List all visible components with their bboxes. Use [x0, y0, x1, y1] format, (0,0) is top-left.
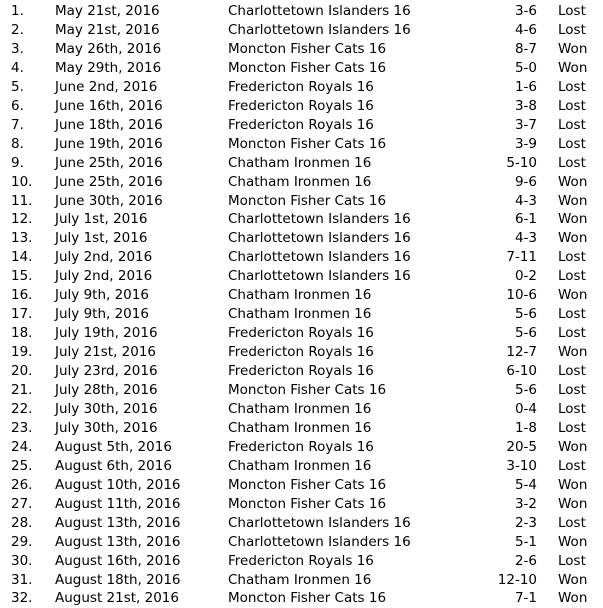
game-date: July 23rd, 2016 [55, 363, 158, 380]
game-number: 13. [11, 230, 33, 247]
game-number: 11. [11, 192, 33, 209]
game-result: Won [558, 211, 588, 228]
game-row [0, 267, 603, 286]
game-row [0, 173, 603, 192]
game-opponent: Charlottetown Islanders 16 [228, 249, 411, 266]
game-number: 9. [11, 154, 24, 171]
game-result: Lost [558, 382, 586, 398]
game-opponent: Fredericton Royals 16 [228, 97, 374, 114]
game-score: 4-3 [514, 192, 537, 209]
game-opponent: Chatham Ironmen 16 [228, 571, 372, 588]
game-date: July 1st, 2016 [55, 211, 148, 228]
game-result: Won [558, 230, 588, 247]
game-date: July 9th, 2016 [55, 287, 149, 304]
game-score: 12-10 [497, 571, 537, 588]
game-number: 14. [11, 249, 33, 266]
game-number: 32. [11, 590, 33, 607]
game-row [0, 248, 603, 267]
game-result: Won [558, 476, 588, 493]
game-opponent: Fredericton Royals 16 [228, 344, 374, 361]
game-date: June 18th, 2016 [55, 116, 163, 133]
game-row [0, 552, 603, 571]
game-date: June 19th, 2016 [55, 135, 163, 152]
game-opponent: Charlottetown Islanders 16 [228, 230, 411, 247]
game-score: 3-2 [514, 495, 537, 512]
game-opponent: Moncton Fisher Cats 16 [228, 135, 387, 152]
game-opponent: Charlottetown Islanders 16 [228, 514, 411, 531]
game-result: Won [558, 533, 588, 550]
game-date: June 30th, 2016 [55, 192, 163, 209]
game-row [0, 135, 603, 154]
game-row [0, 362, 603, 381]
game-date: August 6th, 2016 [55, 457, 172, 474]
game-row [0, 192, 603, 211]
game-date: July 30th, 2016 [55, 419, 158, 436]
game-date: May 26th, 2016 [55, 40, 162, 57]
game-number: 24. [11, 438, 33, 455]
game-opponent: Fredericton Royals 16 [228, 438, 374, 455]
game-score: 1-6 [514, 78, 537, 95]
game-opponent: Chatham Ironmen 16 [228, 457, 372, 474]
game-opponent: Moncton Fisher Cats 16 [228, 495, 387, 512]
game-result: Won [558, 438, 588, 455]
game-score: 5-10 [506, 154, 537, 171]
game-number: 8. [11, 135, 24, 152]
game-row [0, 381, 603, 400]
game-date: August 5th, 2016 [55, 438, 172, 455]
game-date: August 11th, 2016 [55, 495, 181, 512]
game-number: 19. [11, 344, 33, 361]
game-result: Won [558, 287, 588, 304]
game-opponent: Fredericton Royals 16 [228, 363, 374, 380]
game-date: August 21st, 2016 [55, 590, 179, 607]
game-row [0, 78, 603, 97]
game-result: Lost [558, 457, 586, 474]
game-opponent: Fredericton Royals 16 [228, 552, 374, 569]
game-number: 26. [11, 476, 33, 493]
game-opponent: Fredericton Royals 16 [228, 116, 374, 133]
game-date: May 21st, 2016 [55, 3, 160, 19]
game-opponent: Moncton Fisher Cats 16 [228, 476, 387, 493]
game-result: Lost [558, 514, 586, 531]
game-row [0, 40, 603, 59]
game-score: 6-1 [514, 211, 537, 228]
game-result: Won [558, 192, 588, 209]
game-number: 17. [11, 306, 33, 323]
game-number: 4. [11, 59, 24, 76]
game-opponent: Charlottetown Islanders 16 [228, 21, 411, 38]
game-date: August 16th, 2016 [55, 552, 181, 569]
game-number: 27. [11, 495, 33, 512]
game-row [0, 210, 603, 229]
game-number: 25. [11, 457, 33, 474]
game-number: 6. [11, 97, 24, 114]
game-score: 0-4 [514, 400, 537, 417]
game-result: Lost [558, 3, 586, 19]
game-row [0, 2, 603, 21]
game-date: June 2nd, 2016 [55, 78, 158, 95]
game-score: 6-10 [506, 363, 537, 380]
game-result: Lost [558, 306, 586, 323]
game-score: 3-9 [514, 135, 537, 152]
game-date: July 30th, 2016 [55, 400, 158, 417]
game-score: 5-6 [514, 382, 537, 398]
game-row [0, 514, 603, 533]
game-result: Lost [558, 154, 586, 171]
game-number: 16. [11, 287, 33, 304]
game-score: 2-6 [514, 552, 537, 569]
game-score: 1-8 [514, 419, 537, 436]
game-number: 3. [11, 40, 24, 57]
game-row [0, 305, 603, 324]
game-date: July 19th, 2016 [55, 325, 158, 342]
game-result: Lost [558, 325, 586, 342]
game-number: 18. [11, 325, 33, 342]
game-opponent: Moncton Fisher Cats 16 [228, 40, 387, 57]
game-row [0, 571, 603, 590]
game-result: Lost [558, 116, 586, 133]
game-opponent: Chatham Ironmen 16 [228, 154, 372, 171]
game-score: 2-3 [514, 514, 537, 531]
game-number: 12. [11, 211, 33, 228]
game-opponent: Chatham Ironmen 16 [228, 306, 372, 323]
game-date: August 13th, 2016 [55, 533, 181, 550]
game-row [0, 97, 603, 116]
game-row [0, 59, 603, 78]
game-date: July 21st, 2016 [55, 344, 157, 361]
game-row [0, 21, 603, 40]
game-opponent: Charlottetown Islanders 16 [228, 211, 411, 228]
game-row [0, 419, 603, 438]
game-score: 9-6 [514, 173, 537, 190]
game-result: Lost [558, 552, 586, 569]
game-row [0, 343, 603, 362]
game-result: Lost [558, 419, 586, 436]
game-number: 28. [11, 514, 33, 531]
game-number: 20. [11, 363, 33, 380]
game-score: 3-10 [506, 457, 537, 474]
game-score: 8-7 [514, 40, 537, 57]
game-result: Won [558, 590, 588, 607]
game-opponent: Moncton Fisher Cats 16 [228, 382, 387, 398]
game-result: Won [558, 344, 588, 361]
game-number: 7. [11, 116, 24, 133]
game-score: 3-8 [514, 97, 537, 114]
game-score: 5-0 [514, 59, 537, 76]
game-score: 5-6 [514, 306, 537, 323]
game-date: July 28th, 2016 [55, 382, 158, 398]
game-opponent: Chatham Ironmen 16 [228, 287, 372, 304]
game-date: August 18th, 2016 [55, 571, 181, 588]
game-result: Won [558, 59, 588, 76]
game-result: Lost [558, 363, 586, 380]
game-date: July 2nd, 2016 [55, 249, 153, 266]
game-score: 4-6 [514, 21, 537, 38]
game-score: 7-1 [514, 590, 537, 607]
game-score: 10-6 [506, 287, 537, 304]
game-result: Lost [558, 400, 586, 417]
game-score: 4-3 [514, 230, 537, 247]
game-result: Lost [558, 135, 586, 152]
game-result: Lost [558, 268, 586, 285]
game-score: 7-11 [506, 249, 537, 266]
game-date: July 2nd, 2016 [55, 268, 153, 285]
game-row [0, 154, 603, 173]
game-opponent: Fredericton Royals 16 [228, 325, 374, 342]
game-result: Lost [558, 78, 586, 95]
game-score: 3-6 [514, 3, 537, 19]
game-score: 20-5 [506, 438, 537, 455]
game-number: 5. [11, 78, 24, 95]
game-result: Won [558, 495, 588, 512]
game-opponent: Chatham Ironmen 16 [228, 419, 372, 436]
game-number: 15. [11, 268, 33, 285]
game-opponent: Chatham Ironmen 16 [228, 400, 372, 417]
game-opponent: Charlottetown Islanders 16 [228, 268, 411, 285]
game-number: 23. [11, 419, 33, 436]
game-number: 31. [11, 571, 33, 588]
game-row [0, 286, 603, 305]
game-result: Won [558, 173, 588, 190]
game-opponent: Fredericton Royals 16 [228, 78, 374, 95]
game-date: July 1st, 2016 [55, 230, 148, 247]
game-row [0, 495, 603, 514]
game-row [0, 533, 603, 552]
game-row [0, 438, 603, 457]
game-date: June 25th, 2016 [55, 173, 163, 190]
game-result: Won [558, 40, 588, 57]
game-opponent: Chatham Ironmen 16 [228, 173, 372, 190]
game-opponent: Moncton Fisher Cats 16 [228, 59, 387, 76]
game-date: August 10th, 2016 [55, 476, 181, 493]
game-date: August 13th, 2016 [55, 514, 181, 531]
game-number: 2. [11, 21, 24, 38]
game-row [0, 116, 603, 135]
game-score: 5-4 [514, 476, 537, 493]
game-score: 5-1 [514, 533, 537, 550]
game-score: 0-2 [514, 268, 537, 285]
game-number: 10. [11, 173, 33, 190]
game-opponent: Charlottetown Islanders 16 [228, 533, 411, 550]
game-number: 21. [11, 382, 33, 398]
game-opponent: Moncton Fisher Cats 16 [228, 192, 387, 209]
game-result: Won [558, 571, 588, 588]
game-date: June 25th, 2016 [55, 154, 163, 171]
game-number: 22. [11, 400, 33, 417]
game-number: 29. [11, 533, 33, 550]
game-date: June 16th, 2016 [55, 97, 163, 114]
game-result: Lost [558, 249, 586, 266]
game-row [0, 476, 603, 495]
game-score: 5-6 [514, 325, 537, 342]
game-row [0, 324, 603, 343]
game-number: 30. [11, 552, 33, 569]
game-number: 1. [11, 3, 24, 19]
game-row [0, 589, 603, 608]
game-opponent: Moncton Fisher Cats 16 [228, 590, 387, 607]
game-result: Lost [558, 21, 586, 38]
game-row [0, 229, 603, 248]
game-result: Lost [558, 97, 586, 114]
game-date: May 21st, 2016 [55, 21, 160, 38]
game-date: May 29th, 2016 [55, 59, 162, 76]
game-date: July 9th, 2016 [55, 306, 149, 323]
game-opponent: Charlottetown Islanders 16 [228, 3, 411, 19]
game-score: 3-7 [514, 116, 537, 133]
game-score: 12-7 [506, 344, 537, 361]
game-row [0, 457, 603, 476]
game-row [0, 400, 603, 419]
